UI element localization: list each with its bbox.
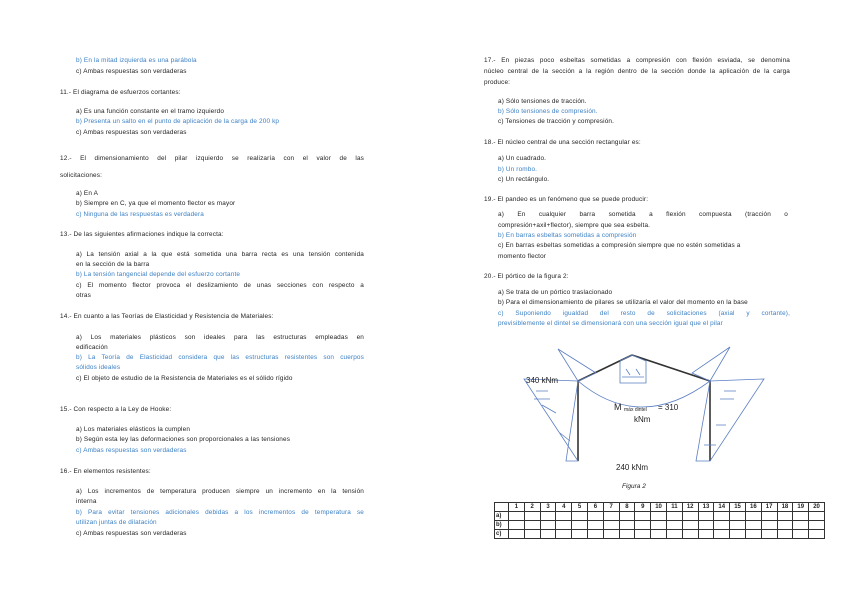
col-3: 3	[540, 503, 556, 512]
row-label-c: c)	[495, 530, 509, 539]
q10-option-b: b) En la mitad izquierda es una parábola	[76, 57, 197, 64]
q12-option-a: a) En A	[76, 190, 99, 197]
q17-option-c: c) Tensiones de tracción y compresión.	[498, 118, 615, 125]
answer-row-a	[495, 512, 825, 521]
answer-cell[interactable]	[730, 530, 746, 539]
label-knm: kNm	[634, 415, 651, 424]
q13-option-a-line2: en la sección de la barra	[76, 261, 150, 268]
q11-option-a: a) Es una función constante en el tramo izquierdo	[76, 108, 225, 115]
answer-cell[interactable]	[572, 521, 588, 530]
answer-cell[interactable]	[509, 521, 525, 530]
col-19: 19	[793, 503, 809, 512]
answer-cell[interactable]	[761, 530, 777, 539]
q19-option-c-line2: momento flector	[498, 253, 547, 260]
q14-option-a-line2: edificación	[76, 344, 108, 351]
left-column-moment	[524, 379, 578, 461]
q13-option-b: b) La tensión tangencial depende del esfuerzo cortante	[76, 271, 241, 278]
q16-title: 16.- En elementos resistentes:	[60, 468, 151, 475]
q15-option-c: c) Ambas respuestas son verdaderas	[76, 447, 187, 454]
q13-option-c-line2: otras	[76, 292, 91, 299]
answer-cell[interactable]	[635, 512, 651, 521]
answer-cell[interactable]	[745, 521, 761, 530]
q19-option-b: b) En barras esbeltas sometidas a compresión	[498, 232, 637, 239]
answer-cell[interactable]	[572, 530, 588, 539]
answer-cell[interactable]	[714, 512, 730, 521]
answer-cell[interactable]	[730, 521, 746, 530]
answer-cell[interactable]	[556, 530, 572, 539]
col-4: 4	[556, 503, 572, 512]
q18-option-c: c) Un rectángulo.	[498, 176, 550, 183]
label-240-knm: 240 kNm	[616, 463, 649, 472]
q15-option-b: b) Según esta ley las deformaciones son proporcionales a las tensiones	[76, 436, 291, 443]
q14-option-c: c) El objeto de estudio de la Resistencia de Materiales es el sólido rígido	[76, 375, 293, 382]
answer-cell[interactable]	[761, 512, 777, 521]
answer-cell[interactable]	[651, 512, 667, 521]
q20-title: 20.- El pórtico de la figura 2:	[484, 273, 569, 280]
col-6: 6	[587, 503, 603, 512]
answer-cell[interactable]	[777, 512, 793, 521]
q15-option-a: a) Los materiales elásticos la cumplen	[76, 426, 191, 433]
answer-row-c	[495, 530, 825, 539]
col-2: 2	[524, 503, 540, 512]
q15-title: 15.- Con respecto a la Ley de Hooke:	[60, 406, 172, 413]
col-7: 7	[603, 503, 619, 512]
q12-title-line1: 12.- El dimensionamiento del pilar izquierdo se realizaría con el valor de las	[60, 155, 364, 162]
col-10: 10	[651, 503, 667, 512]
answer-cell[interactable]	[540, 512, 556, 521]
q18-title: 18.- El núcleo central de una sección rectangular es:	[484, 139, 641, 146]
col-18: 18	[777, 503, 793, 512]
answer-cell[interactable]	[619, 512, 635, 521]
figure-2-frame-diagram	[520, 333, 770, 473]
answer-cell[interactable]	[587, 512, 603, 521]
q13-option-c-line1: c) El momento flector provoca el deslizamiento de unas secciones con respecto a	[76, 282, 364, 289]
answer-cell[interactable]	[619, 530, 635, 539]
label-340-knm: 340 kNm	[526, 376, 559, 385]
answer-cell[interactable]	[793, 521, 809, 530]
moment-diagram	[524, 347, 764, 461]
answer-cell[interactable]	[793, 530, 809, 539]
col-17: 17	[761, 503, 777, 512]
answer-cell[interactable]	[572, 512, 588, 521]
answer-cell[interactable]	[603, 512, 619, 521]
answer-row-b	[495, 521, 825, 530]
answer-cell[interactable]	[761, 521, 777, 530]
answer-cell[interactable]	[666, 512, 682, 521]
q18-option-b: b) Un rombo.	[498, 166, 538, 173]
answer-cell[interactable]	[745, 512, 761, 521]
q19-title: 19.- El pandeo es un fenómeno que se puede producir:	[484, 196, 649, 203]
answer-cell[interactable]	[698, 530, 714, 539]
label-m-subscript: máx dintel	[624, 407, 647, 413]
answer-cell[interactable]	[635, 530, 651, 539]
q13-title: 13.- De las siguientes afirmaciones indique la correcta:	[60, 231, 224, 238]
answer-cell[interactable]	[509, 530, 525, 539]
answer-cell[interactable]	[603, 530, 619, 539]
q16-option-b-line2: utilizan juntas de dilatación	[76, 519, 157, 526]
q20-option-a: a) Se trata de un pórtico traslacionado	[498, 289, 613, 296]
q12-option-b: b) Siempre en C, ya que el momento flector es mayor	[76, 200, 236, 207]
q16-option-b-line1: b) Para evitar tensiones adicionales debidas a los incrementos de temperatura se	[76, 509, 364, 516]
col-5: 5	[572, 503, 588, 512]
answer-cell[interactable]	[809, 512, 825, 521]
answer-cell[interactable]	[666, 530, 682, 539]
q11-option-c: c) Ambas respuestas son verdaderas	[76, 129, 187, 136]
q12-title-line2: solicitaciones:	[60, 172, 103, 179]
answer-grid	[494, 502, 825, 539]
answer-cell[interactable]	[714, 530, 730, 539]
q19-option-a-line2: compresión+axil+flector), siempre que sea esbelta.	[498, 222, 651, 229]
q17-title-line1: 17.- En piezas poco esbeltas sometidas a compresión con flexión esviada, se denomina	[484, 57, 790, 64]
answer-cell[interactable]	[651, 521, 667, 530]
q20-option-b: b) Para el dimensionamiento de pilares se utilizaría el valor del momento en la base	[498, 299, 748, 306]
hatch-right	[704, 391, 736, 445]
q10-option-c: c) Ambas respuestas son verdaderas	[76, 68, 187, 75]
col-8: 8	[619, 503, 635, 512]
answer-cell[interactable]	[587, 530, 603, 539]
label-310: = 310	[658, 403, 679, 412]
q12-option-c: c) Ninguna de las respuestas es verdadera	[76, 211, 204, 218]
answer-cell[interactable]	[777, 521, 793, 530]
col-16: 16	[745, 503, 761, 512]
col-12: 12	[682, 503, 698, 512]
right-top-moment	[692, 347, 730, 381]
q14-option-b-line2: sólidos ideales	[76, 364, 121, 371]
row-label-a: a)	[495, 512, 509, 521]
answer-cell[interactable]	[682, 512, 698, 521]
q13-option-a-line1: a) La tensión axial a la que está sometida una barra recta es una tensión contenida	[76, 251, 364, 258]
answer-cell[interactable]	[524, 521, 540, 530]
answer-grid-corner	[495, 503, 509, 512]
q17-option-a: a) Sólo tensiones de tracción.	[498, 98, 587, 105]
q14-title: 14.- En cuanto a las Teorías de Elasticidad y Resistencia de Materiales:	[60, 313, 274, 320]
figure-caption: Figura 2	[622, 483, 646, 490]
left-column	[60, 0, 366, 599]
hatch-apex	[622, 369, 644, 377]
answer-cell[interactable]	[793, 512, 809, 521]
q16-option-c: c) Ambas respuestas son verdaderas	[76, 530, 187, 537]
answer-cell[interactable]	[556, 512, 572, 521]
answer-cell[interactable]	[698, 521, 714, 530]
answer-cell[interactable]	[682, 521, 698, 530]
answer-cell[interactable]	[745, 530, 761, 539]
q11-option-b: b) Presenta un salto en el punto de aplicación de la carga de 200 kp	[76, 118, 280, 125]
answer-cell[interactable]	[666, 521, 682, 530]
q14-option-a-line1: a) Los materiales plásticos son ideales para las estructuras empleadas en	[76, 334, 364, 341]
answer-cell[interactable]	[524, 530, 540, 539]
left-top-moment	[558, 349, 596, 381]
answer-cell[interactable]	[619, 521, 635, 530]
label-m: M	[614, 402, 622, 412]
answer-cell[interactable]	[603, 521, 619, 530]
q19-option-a-line1: a) En cualquier barra sometida a flexión compuesta (tracción o	[498, 211, 788, 218]
col-15: 15	[730, 503, 746, 512]
answer-grid-header-row	[495, 503, 825, 512]
answer-cell[interactable]	[682, 530, 698, 539]
apex-moment	[620, 355, 646, 383]
col-13: 13	[698, 503, 714, 512]
hatch-left	[534, 391, 570, 441]
q19-option-c-line1: c) En barras esbeltas sometidas a compresión siempre que no estén sometidas a	[498, 242, 741, 249]
q11-title: 11.- El diagrama de esfuerzos cortantes:	[60, 89, 181, 96]
answer-cell[interactable]	[587, 521, 603, 530]
col-9: 9	[635, 503, 651, 512]
q17-option-b: b) Sólo tensiones de compresión.	[498, 108, 598, 115]
q16-option-a-line2: interna	[76, 498, 97, 505]
answer-cell[interactable]	[556, 521, 572, 530]
answer-cell[interactable]	[540, 530, 556, 539]
q20-option-c-line2: previsiblemente el dintel se dimensionará con una sección igual que el pilar	[498, 320, 723, 327]
col-14: 14	[714, 503, 730, 512]
answer-cell[interactable]	[540, 521, 556, 530]
q18-option-a: a) Un cuadrado.	[498, 155, 547, 162]
dintel-moment-curve	[578, 381, 710, 407]
q16-option-a-line1: a) Los incrementos de temperatura producen siempre un incremento en la tensión	[76, 488, 364, 495]
q17-title-line2: núcleo central de la sección a la región dentro de la sección donde la aplicación de la carga	[484, 68, 790, 75]
col-11: 11	[666, 503, 682, 512]
answer-cell[interactable]	[651, 530, 667, 539]
q17-title-line3: produce:	[484, 79, 511, 86]
col-20: 20	[809, 503, 825, 512]
row-label-b: b)	[495, 521, 509, 530]
answer-cell[interactable]	[509, 512, 525, 521]
answer-cell[interactable]	[809, 521, 825, 530]
answer-cell[interactable]	[809, 530, 825, 539]
answer-cell[interactable]	[714, 521, 730, 530]
answer-cell[interactable]	[698, 512, 714, 521]
answer-cell[interactable]	[730, 512, 746, 521]
answer-cell[interactable]	[635, 521, 651, 530]
q20-option-c-line1: c) Suponiendo igualdad del resto de solicitaciones (axial y cortante),	[498, 310, 790, 317]
q14-option-b-line1: b) La Teoría de Elasticidad considera que las estructuras resistentes son cuerpos	[76, 354, 364, 361]
col-1: 1	[509, 503, 525, 512]
answer-cell[interactable]	[524, 512, 540, 521]
answer-cell[interactable]	[777, 530, 793, 539]
